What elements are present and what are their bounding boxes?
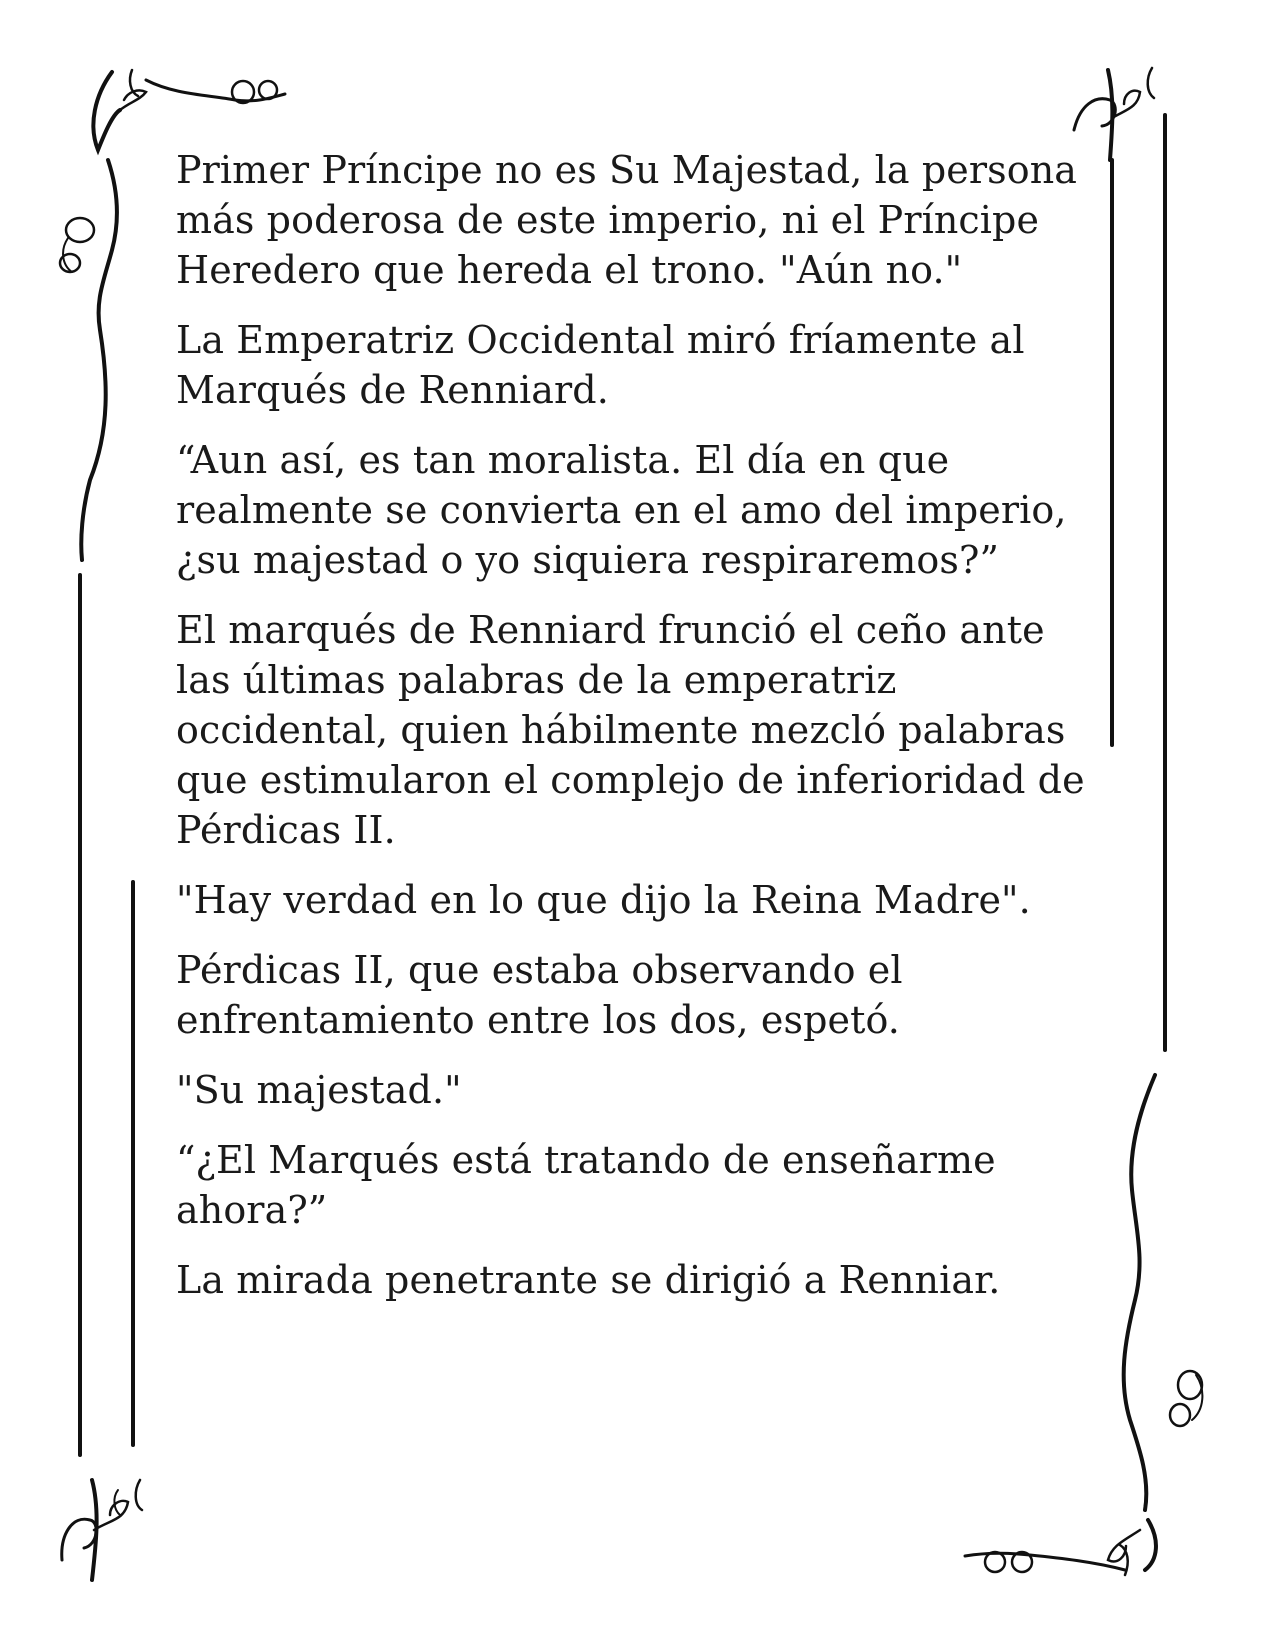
paragraph-9: La mirada penetrante se dirigió a Renniar.: [176, 1258, 1001, 1302]
paragraph-8: “¿El Marqués está tratando de enseñarme ahora?”: [176, 1138, 996, 1232]
paragraph-3: “Aun así, es tan moralista. El día en que realmente se convierta en el amo del imperio, ¿su majestad o yo siquiera respiraremos?”: [176, 438, 1067, 582]
paragraph-2: La Emperatriz Occidental miró fríamente al Marqués de Renniard.: [176, 318, 1025, 412]
paragraph-1: Primer Príncipe no es Su Majestad, la persona más poderosa de este imperio, ni el Príncipe Heredero que hereda el trono. "Aún no.": [176, 148, 1078, 292]
paragraph-6: Pérdicas II, que estaba observando el enfrentamiento entre los dos, espetó.: [176, 948, 903, 1042]
document-body: [176, 145, 1091, 1325]
paragraph-4: El marqués de Renniard frunció el ceño ante las últimas palabras de la emperatriz occidental, quien hábilmente mezcló palabras que estimularon el complejo de inferioridad de Pérdicas II.: [176, 608, 1085, 852]
paragraph-5: "Hay verdad en lo que dijo la Reina Madre".: [176, 878, 1031, 922]
bottom-left-flourish-icon: [62, 1480, 142, 1580]
paragraph-7: "Su majestad.": [176, 1068, 462, 1112]
